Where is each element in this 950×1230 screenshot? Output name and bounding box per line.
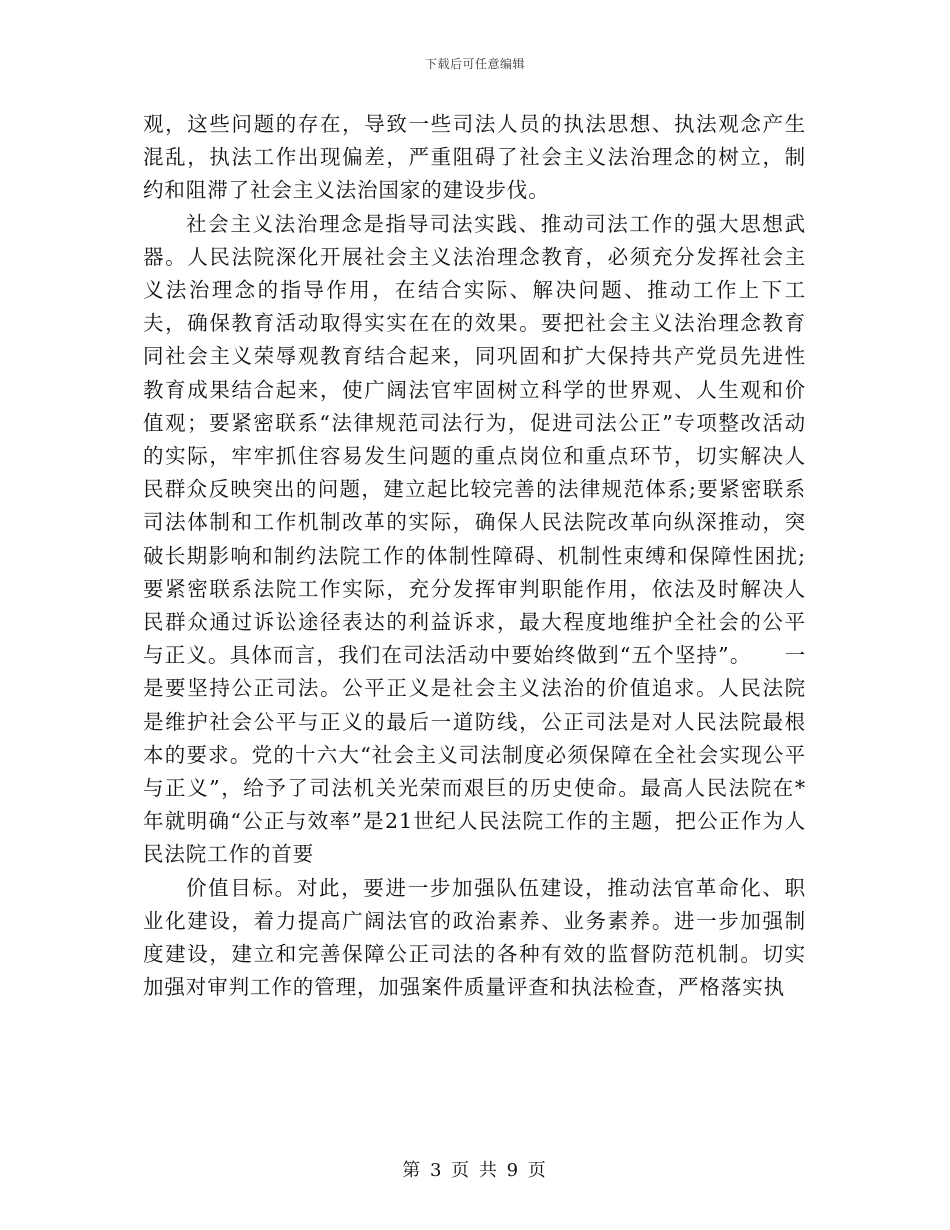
- page-number: 第 3 页 共 9 页: [402, 1160, 548, 1181]
- document-body: [143, 108, 806, 1004]
- paragraph-2: 社会主义法治理念是指导司法实践、推动司法工作的强大思想武器。人民法院深化开展社会主义法治理念教育，必须充分发挥社会主义法治理念的指导作用，在结合实际、解决问题、推动工作上下工夫，确保教育活动取得实实在在的效果。要把社会主义法治理念教育同社会主义荣辱观教育结合起来，同巩固和扩大保持共产党员先进性教育成果结合起来，使广阔法官牢固树立科学的世界观、人生观和价值观；要紧密联系“法律规范司法行为，促进司法公正”专项整改活动的实际，牢牢抓住容易发生问题的重点岗位和重点环节，切实解决人民群众反映突出的问题，建立起比较完善的法律规范体系;要紧密联系司法体制和工作机制改革的实际，确保人民法院改革向纵深推动，突破长期影响和制约法院工作的体制性障碍、机制性束缚和保障性困扰;要紧密联系法院工作实际，充分发挥审判职能作用，依法及时解决人民群众通过诉讼途径表达的利益诉求，最大程度地维护全社会的公平与正义。具体而言，我们在司法活动中要始终做到“五个坚持”。 一是要坚持公正司法。公平正义是社会主义法治的价值追求。人民法院是维护社会公平与正义的最后一道防线，公正司法是对人民法院最根本的要求。党的十六大“社会主义司法制度必须保障在全社会实现公平与正义”，给予了司法机关光荣而艰巨的历史使命。最高人民法院在*年就明确“公正与效率”是21世纪人民法院工作的主题，把公正作为人民法院工作的首要: [143, 211, 806, 867]
- paragraph-1: 观，这些问题的存在，导致一些司法人员的执法思想、执法观念产生混乱，执法工作出现偏差，严重阻碍了社会主义法治理念的树立，制约和阻滞了社会主义法治国家的建设步伐。: [143, 112, 806, 203]
- header-note: 下载后可任意编辑: [424, 57, 525, 71]
- paragraph-3: 价值目标。对此，要进一步加强队伍建设，推动法官革命化、职业化建设，着力提高广阔法官的政治素养、业务素养。进一步加强制度建设，建立和完善保障公正司法的各种有效的监督防范机制。切实加强对审判工作的管理，加强案件质量评查和执法检查，严格落实执: [143, 875, 806, 1000]
